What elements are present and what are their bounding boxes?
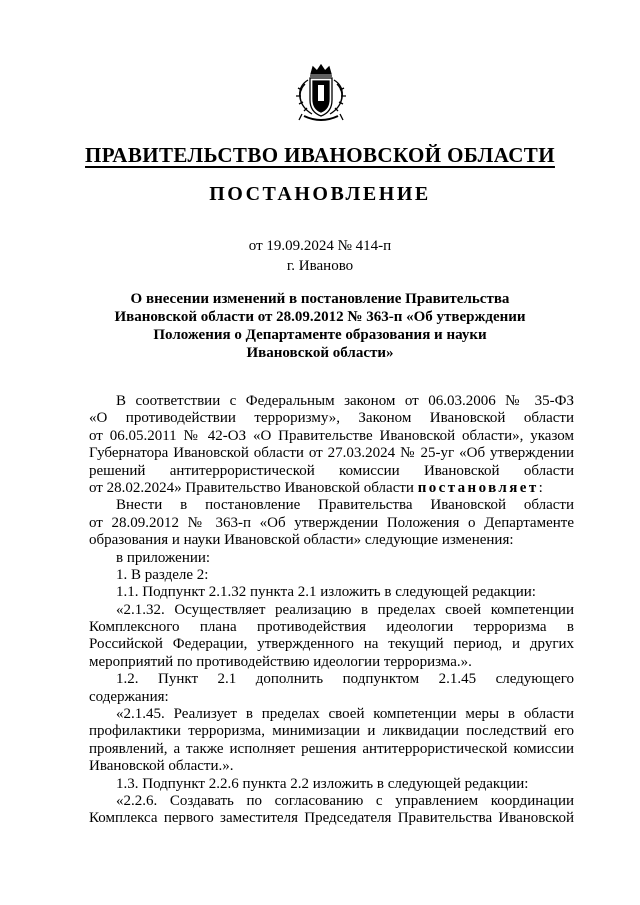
subject-line: Положения о Департаменте образования и науки: [153, 327, 487, 343]
body-line: мероприятий по противодействию идеологии терроризма.».: [89, 653, 472, 670]
body-line-text: от 28.02.2024» Правительство Ивановской области: [89, 479, 414, 496]
body-line: содержания:: [89, 688, 169, 705]
body-line-resolution: [89, 480, 574, 497]
body-line: 1.2. Пункт 2.1 дополнить подпунктом 2.1.45 следующего: [116, 671, 574, 688]
body-line: от 06.05.2011 № 42-ОЗ «О Правительстве Ивановской области», указом: [89, 427, 574, 444]
resolves-colon: :: [538, 479, 543, 496]
body-line: «О противодействии терроризму», Законом Ивановской области: [89, 410, 574, 427]
body-line: Ивановской области.».: [89, 758, 234, 775]
subject-line: Ивановской области»: [246, 345, 394, 361]
body-line: от 28.09.2012 № 363-п «Об утверждении Положения о Департаменте: [89, 514, 574, 531]
body-line: Внести в постановление Правительства Ивановской области: [116, 497, 574, 514]
body-line: В соответствии с Федеральным законом от 06.03.2006 № 35-ФЗ: [116, 393, 574, 409]
government-title: ПРАВИТЕЛЬСТВО ИВАНОВСКОЙ ОБЛАСТИ: [85, 143, 555, 167]
body-line: 1.1. Подпункт 2.1.32 пункта 2.1 изложить в следующей редакции:: [116, 584, 536, 601]
document-city: г. Иваново: [286, 258, 354, 274]
body-line: «2.1.45. Реализует в пределах своей компетенции меры в области: [116, 706, 574, 723]
body-line: 1. В разделе 2:: [116, 566, 209, 583]
document-type-title: ПОСТАНОВЛЕНИЕ: [209, 183, 431, 205]
body-line: в приложении:: [116, 549, 211, 566]
resolves-keyword: постановляет: [417, 479, 539, 496]
body-line: «2.2.6. Создавать по согласованию с управлением координации: [116, 792, 574, 809]
coat-of-arms-icon: [288, 62, 354, 128]
body-line: профилактики терроризма, минимизации и ликвидации последствий его: [89, 723, 574, 740]
document-date-number: от 19.09.2024 № 414-п: [248, 238, 392, 254]
body-line: «2.1.32. Осуществляет реализацию в пределах своей компетенции: [116, 601, 574, 618]
subject-line: Ивановской области от 28.09.2012 № 363-п «Об утверждении: [114, 309, 526, 325]
body-line: решений антитеррористической комиссии Ивановской области: [89, 462, 574, 479]
body-line: Комплекса первого заместителя Председателя Правительства Ивановской: [89, 810, 574, 827]
document-body: [89, 393, 574, 828]
body-line: образования и науки Ивановской области» следующие изменения:: [89, 532, 514, 549]
body-line: Губернатора Ивановской области от 27.03.2024 № 25-уг «Об утверждении: [89, 445, 574, 462]
subject-line: О внесении изменений в постановление Правительства: [130, 291, 510, 307]
body-line: Комплексного плана противодействия идеологии терроризма в: [89, 619, 574, 636]
body-line: Российской Федерации, утвержденного на текущий период, и других: [89, 636, 574, 653]
document-subject: [100, 290, 540, 362]
body-line: 1.3. Подпункт 2.2.6 пункта 2.2 изложить в следующей редакции:: [116, 775, 529, 792]
body-line: проявлений, а также исполняет решения антитеррористической комиссии: [89, 740, 574, 757]
